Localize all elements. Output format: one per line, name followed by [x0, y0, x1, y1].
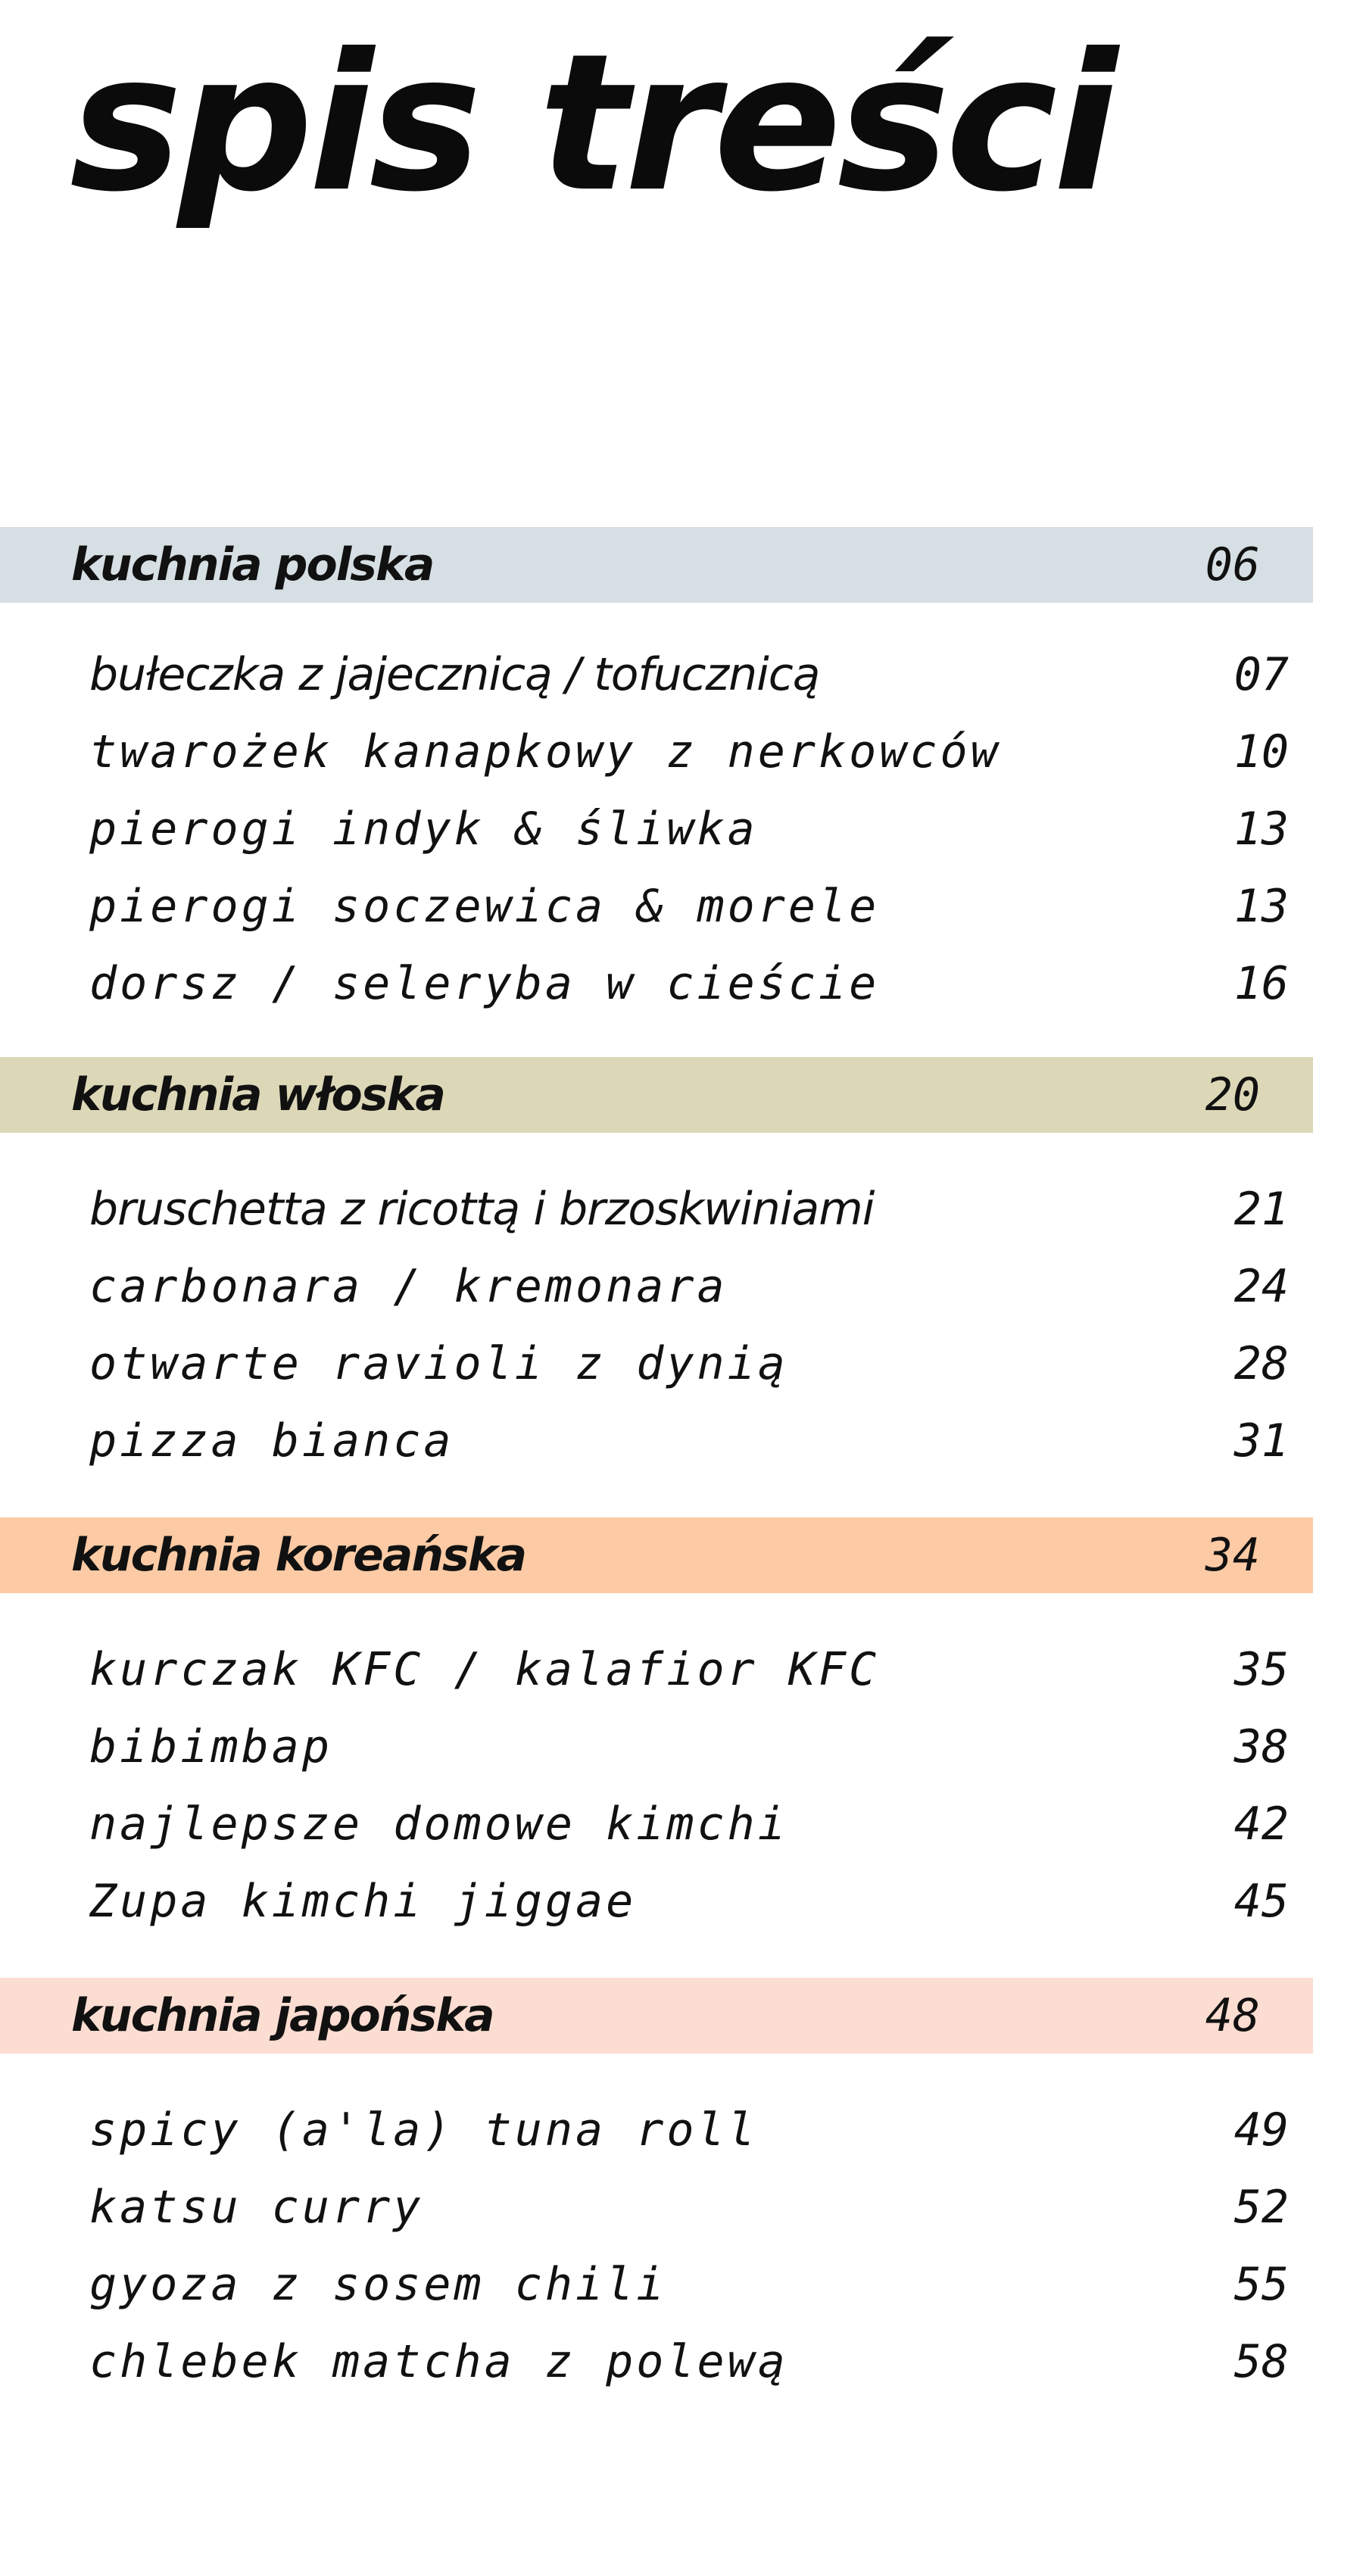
toc-entry[interactable]: [0, 1248, 1313, 1325]
toc-entry[interactable]: [0, 1402, 1313, 1480]
entry-title: twarożek kanapkowy z nerkowców: [89, 725, 1001, 778]
toc-entry[interactable]: [0, 945, 1313, 1022]
entry-title: bibimbap: [89, 1720, 332, 1773]
section-page-number: 34: [1205, 1529, 1260, 1582]
toc-entry[interactable]: [0, 713, 1313, 791]
entry-title: katsu curry: [89, 2181, 424, 2234]
section-header-bar[interactable]: [0, 1057, 1313, 1133]
entry-title: dorsz / seleryba w cieście: [89, 957, 880, 1010]
section-title: kuchnia koreańska: [71, 1529, 526, 1582]
entry-page-number: 16: [1233, 957, 1289, 1010]
toc-entry[interactable]: [0, 1785, 1313, 1863]
page-title: spis treści: [70, 13, 1114, 233]
entry-title: chlebek matcha z polewą: [89, 2335, 788, 2388]
entry-title: Zupa kimchi jiggae: [89, 1875, 637, 1928]
toc-entry[interactable]: [0, 636, 1313, 713]
section-header-bar[interactable]: [0, 527, 1313, 603]
entry-page-number: 55: [1233, 2258, 1289, 2311]
toc-entry[interactable]: [0, 1171, 1313, 1248]
toc-entry[interactable]: [0, 1631, 1313, 1708]
toc-entry[interactable]: [0, 791, 1313, 868]
entry-page-number: 42: [1233, 1798, 1289, 1851]
entry-page-number: 21: [1233, 1183, 1289, 1236]
toc-entry[interactable]: [0, 2091, 1313, 2169]
entry-page-number: 10: [1233, 725, 1289, 778]
entry-page-number: 58: [1233, 2335, 1289, 2388]
entry-title: otwarte ravioli z dynią: [89, 1337, 788, 1390]
section-title: kuchnia polska: [71, 538, 434, 591]
entry-title: bruschetta z ricottą i brzoskwiniami: [89, 1183, 875, 1236]
entry-page-number: 35: [1233, 1643, 1289, 1696]
entry-page-number: 13: [1233, 880, 1289, 933]
toc-entry[interactable]: [0, 2323, 1313, 2400]
section-page-number: 48: [1205, 1989, 1260, 2042]
entry-page-number: 24: [1233, 1260, 1289, 1313]
entry-page-number: 38: [1233, 1720, 1289, 1773]
toc-entry[interactable]: [0, 1863, 1313, 1940]
entry-page-number: 07: [1233, 648, 1289, 701]
entry-title: bułeczka z jajecznicą / tofucznicą: [89, 648, 820, 701]
entry-page-number: 13: [1233, 803, 1289, 856]
entry-title: kurczak KFC / kalafior KFC: [89, 1643, 880, 1696]
entry-page-number: 31: [1233, 1414, 1289, 1467]
entry-page-number: 49: [1233, 2104, 1289, 2157]
section-title: kuchnia włoska: [71, 1068, 444, 1121]
section-page-number: 06: [1205, 538, 1260, 591]
entry-title: gyoza z sosem chili: [89, 2258, 667, 2311]
section-page-number: 20: [1205, 1068, 1260, 1121]
entry-page-number: 28: [1233, 1337, 1289, 1390]
entry-title: pierogi indyk & śliwka: [89, 803, 758, 856]
toc-entry[interactable]: [0, 2169, 1313, 2246]
entry-title: spicy (a'la) tuna roll: [89, 2104, 758, 2157]
toc-entry[interactable]: [0, 1325, 1313, 1402]
entry-title: pierogi soczewica & morele: [89, 880, 880, 933]
toc-entry[interactable]: [0, 1708, 1313, 1785]
section-title: kuchnia japońska: [71, 1989, 494, 2042]
toc-entry[interactable]: [0, 868, 1313, 945]
entry-title: carbonara / kremonara: [89, 1260, 728, 1313]
entry-page-number: 52: [1233, 2181, 1289, 2234]
entry-page-number: 45: [1233, 1875, 1289, 1928]
section-header-bar[interactable]: [0, 1517, 1313, 1593]
toc-entry[interactable]: [0, 2246, 1313, 2323]
entry-title: pizza bianca: [89, 1414, 454, 1467]
entry-title: najlepsze domowe kimchi: [89, 1798, 788, 1851]
section-header-bar[interactable]: [0, 1978, 1313, 2054]
